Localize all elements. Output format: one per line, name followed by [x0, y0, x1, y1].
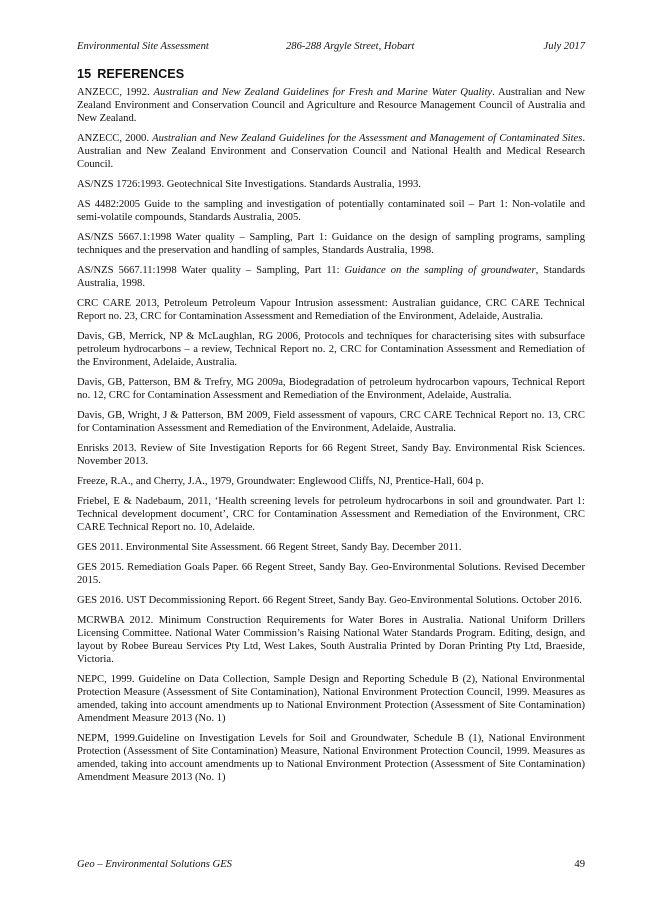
section-number: 15	[77, 67, 92, 81]
reference-text: Davis, GB, Patterson, BM & Trefry, MG 2009a, Biodegradation of petroleum hydrocarbon vapours, Technical Report no. 12, CRC for Contamination Assessment and Remediation of the Environment, Adelaide, Australia.	[77, 377, 585, 402]
page-number: 49	[574, 859, 585, 870]
reference-text: Davis, GB, Wright, J & Patterson, BM 2009, Field assessment of vapours, CRC CARE Technical Report no. 13, CRC for Contamination Assessment and Remediation of the Environment, Adelaide, Australia.	[77, 410, 585, 435]
reference-entry	[77, 264, 585, 290]
reference-entry	[77, 561, 585, 587]
reference-text: , Standards Australia, 1998.	[77, 265, 586, 290]
reference-entry	[77, 495, 585, 534]
header-site-address: 286-288 Argyle Street, Hobart	[286, 41, 415, 52]
reference-entry	[77, 198, 585, 224]
reference-text: ANZECC, 1992.	[77, 87, 154, 98]
reference-entry	[77, 541, 585, 554]
reference-text: CRC CARE 2013, Petroleum Petroleum Vapour Intrusion assessment: Australian guidance, CRC CARE Technical Report no. 23, CRC for Contamination Assessment and Remediation of the Environment, Adelaide, Australia.	[77, 298, 585, 323]
reference-title-italic: Australian and New Zealand Guidelines for Fresh and Marine Water Quality	[153, 87, 493, 98]
reference-entry	[77, 330, 585, 369]
reference-text: GES 2015. Remediation Goals Paper. 66 Regent Street, Sandy Bay. Geo-Environmental Solutions. Revised December 2015.	[77, 561, 585, 586]
reference-entry	[77, 442, 585, 468]
page-header	[77, 40, 585, 54]
reference-text: Davis, GB, Merrick, NP & McLaughlan, RG 2006, Protocols and techniques for characterising sites with subsurface petroleum hydrocarbons – a review, Technical Report no. 2, CRC for Contamination Assessment and Remediation of the Environment, Adelaide, Australia.	[77, 330, 585, 369]
reference-title-italic: Guidance on the sampling of groundwater	[344, 265, 536, 277]
reference-entry	[77, 376, 585, 402]
reference-text: NEPM, 1999.Guideline on Investigation Levels for Soil and Groundwater, Schedule B (1), National Environment Protection (Assessment of Site Contamination) Measure, National Environment Protection Council, 1999. Measures as amended, taking into account amendments up to National Environment Protection (Assessment of Site Contamination) Amendment Measure 2013 (No. 1)	[77, 733, 585, 784]
reference-entry	[77, 86, 585, 125]
reference-text: Freeze, R.A., and Cherry, J.A., 1979, Groundwater: Englewood Cliffs, NJ, Prentice-Hall, 604 p.	[77, 476, 484, 488]
reference-text: Friebel, E & Nadebaum, 2011, ‘Health screening levels for petroleum hydrocarbons in soil and groundwater. Part 1: Technical development document’, CRC for Contamination Assessment and Remediation of the Environment, CRC CARE Technical Report no. 10, Adelaide.	[77, 495, 585, 534]
reference-entry	[77, 132, 585, 171]
page-content	[77, 66, 585, 791]
reference-entry	[77, 297, 585, 323]
reference-text: . Australian and New Zealand Environment and Conservation Council and National Health and Medical Research Council.	[77, 133, 586, 171]
reference-text: NEPC, 1999. Guideline on Data Collection, Sample Design and Reporting Schedule B (2), National Environmental Protection Measure (Assessment of Site Contamination), National Environment Protection Council, 1999. Measures as amended, taking into account amendments up to National Environment Protection (Assessment of Site Contamination) Amendment Measure 2013 (No. 1)	[77, 673, 585, 725]
reference-text: ANZECC, 2000.	[77, 133, 153, 145]
reference-entry	[77, 732, 585, 784]
reference-entry	[77, 475, 585, 488]
reference-entry	[77, 409, 585, 435]
reference-entry	[77, 673, 585, 725]
reference-entry	[77, 178, 585, 191]
reference-text: AS/NZS 5667.1:1998 Water quality – Sampling, Part 1: Guidance on the design of sampling programs, sampling techniques and the preservation and handling of samples, Standards Australia, 1998.	[77, 232, 585, 257]
reference-text: AS 4482:2005 Guide to the sampling and investigation of potentially contaminated soil – Part 1: Non-volatile and semi-volatile compounds, Standards Australia, 2005.	[77, 199, 585, 224]
reference-text: Enrisks 2013. Review of Site Investigation Reports for 66 Regent Street, Sandy Bay. Environmental Risk Sciences. November 2013.	[77, 443, 585, 468]
reference-entry	[77, 231, 585, 257]
reference-text: MCRWBA 2012. Minimum Construction Requirements for Water Bores in Australia. National Uniform Drillers Licensing Committee. National Water Commission’s Raising National Water Standards Program. Editing, design, and layout by Robee Bureau Services Pty Ltd, West Lakes, South Australia Printed by Doran Printing Pty Ltd, Braeside, Victoria.	[77, 614, 585, 666]
reference-text: GES 2016. UST Decommissioning Report. 66 Regent Street, Sandy Bay. Geo-Environmental Solutions. October 2016.	[77, 594, 582, 606]
header-date: July 2017	[543, 41, 585, 52]
footer-company: Geo – Environmental Solutions GES	[77, 859, 232, 870]
section-title: REFERENCES	[97, 67, 185, 81]
header-document-title: Environmental Site Assessment	[77, 41, 209, 52]
section-heading	[77, 66, 585, 82]
reference-text: . Australian and New Zealand Environment and Conservation Council and Agriculture and Resource Management Council of Australia and New Zealand.	[77, 87, 586, 125]
reference-text: GES 2011. Environmental Site Assessment. 66 Regent Street, Sandy Bay. December 2011.	[77, 541, 462, 553]
reference-entry	[77, 594, 585, 607]
reference-text: AS/NZS 1726:1993. Geotechnical Site Investigations. Standards Australia, 1993.	[77, 179, 421, 191]
reference-text: AS/NZS 5667.11:1998 Water quality – Sampling, Part 11:	[77, 265, 345, 277]
reference-entry	[77, 614, 585, 666]
page-footer	[77, 858, 585, 872]
reference-list	[77, 86, 585, 784]
reference-title-italic: Australian and New Zealand Guidelines for the Assessment and Management of Contaminated Sites	[152, 133, 583, 145]
